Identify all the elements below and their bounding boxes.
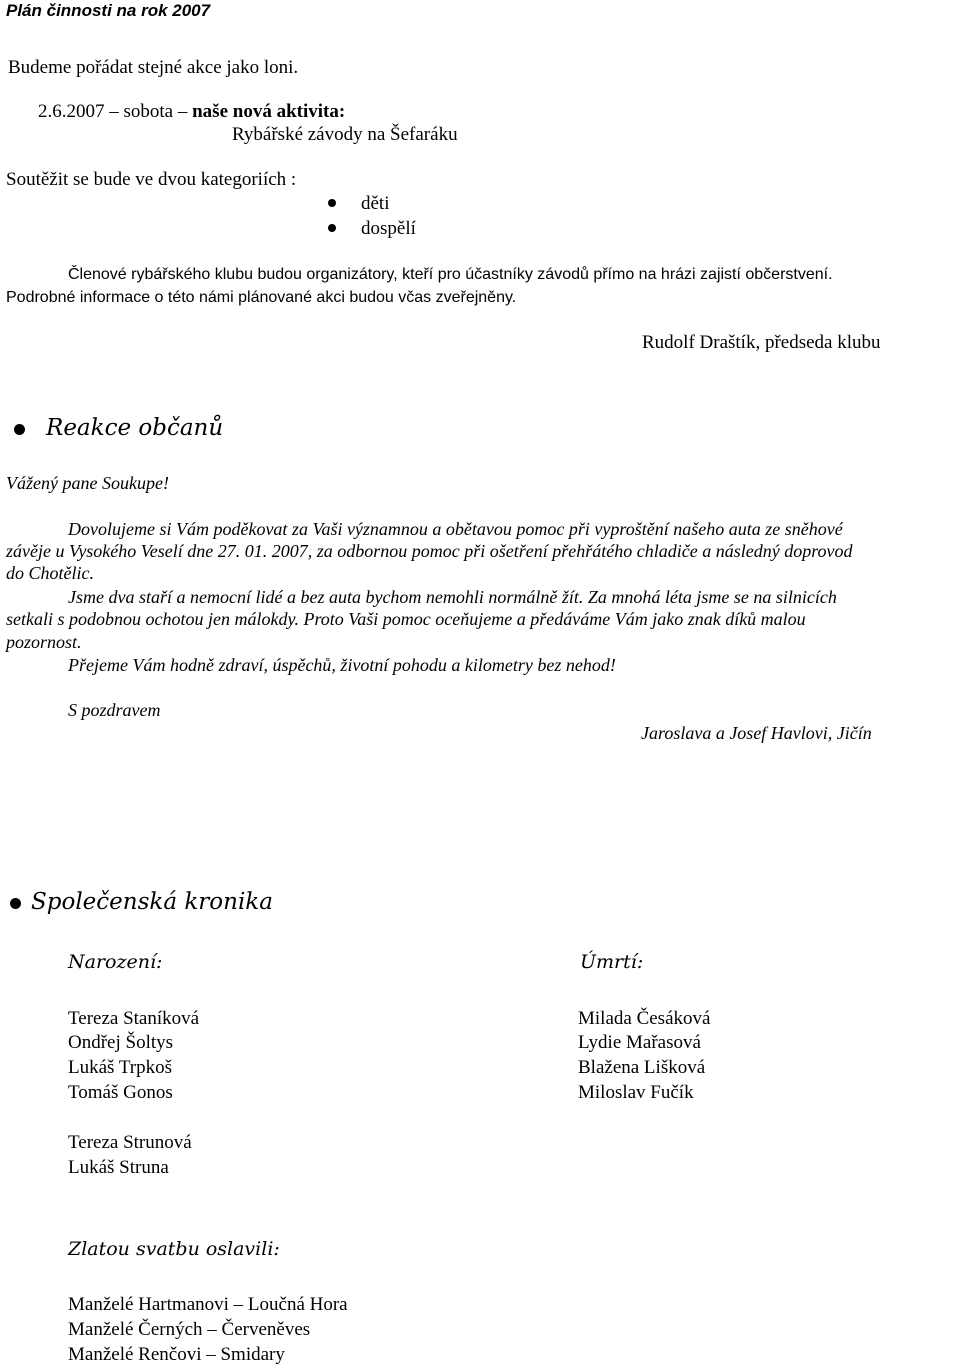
reakce-heading: Reakce občanů [46, 415, 224, 441]
plan-intro: Budeme pořádat stejné akce jako loni. [8, 57, 299, 78]
event-highlight: naše nová aktivita: [192, 101, 346, 122]
death-item: Blažena Lišková [578, 1057, 706, 1078]
wedding-item: Manželé Černých – Červeněves [68, 1319, 311, 1340]
letter-line: do Chotělic. [6, 563, 94, 583]
section-bullet-icon [10, 898, 21, 909]
birth-item: Tomáš Gonos [68, 1082, 173, 1103]
birth-item: Ondřej Šoltys [68, 1032, 174, 1053]
deaths-heading: Úmrtí: [580, 951, 644, 973]
bullet-icon [328, 199, 336, 207]
letter-closing: S pozdravem [68, 700, 161, 720]
bullet-icon [328, 224, 336, 232]
letter-line: Dovolujeme si Vám poděkovat za Vaši významnou a obětavou pomoc při vyproštění našeho auta ze sněhové [68, 519, 843, 539]
letter-line: Jsme dva staří a nemocní lidé a bez auta bychom nemohli normálně žít. Za mnohá léta jsme se na silnicích [68, 587, 837, 607]
death-item: Lydie Mařasová [578, 1032, 701, 1053]
info-line: Členové rybářského klubu budou organizátory, kteří pro účastníky závodů přímo na hrázi zajistí občerstvení. [68, 266, 833, 283]
death-item: Miloslav Fučík [578, 1082, 694, 1103]
letter-line: pozornost. [6, 632, 82, 652]
birth-item: Lukáš Trpkoš [68, 1057, 172, 1078]
event-date: 2.6.2007 – sobota – [38, 101, 193, 122]
plan-signature: Rudolf Draštík, předseda klubu [642, 332, 881, 353]
birth-item: Lukáš Struna [68, 1157, 169, 1178]
letter-line: setkali s podobnou ochotou jen málokdy. Proto Vaši pomoc oceňujeme a předáváme Vám jako znak díků malou [6, 609, 806, 629]
wedding-item: Manželé Renčovi – Smidary [68, 1344, 285, 1365]
birth-item: Tereza Strunová [68, 1132, 192, 1153]
wedding-heading: Zlatou svatbu oslavili: [68, 1238, 280, 1260]
birth-item: Tereza Staníková [68, 1008, 200, 1029]
event-name: Rybářské závody na Šefaráku [232, 124, 458, 145]
births-heading: Narození: [68, 951, 163, 973]
letter-line: Přejeme Vám hodně zdraví, úspěchů, životní pohodu a kilometry bez nehod! [68, 655, 616, 675]
salutation: Vážený pane Soukupe! [6, 473, 169, 493]
event-line [38, 101, 345, 123]
section-bullet-icon [14, 424, 25, 435]
categories-intro: Soutěžit se bude ve dvou kategoriích : [6, 169, 297, 190]
wedding-item: Manželé Hartmanovi – Loučná Hora [68, 1294, 348, 1315]
letter-line: závěje u Vysokého Veselí dne 27. 01. 2007, za odbornou pomoc při ošetření přehřátého chladiče a následný doprovod [6, 541, 853, 561]
info-line: Podrobné informace o této námi plánované akci budou včas zveřejněny. [6, 289, 517, 306]
plan-title: Plán činnosti na rok 2007 [6, 1, 211, 20]
category-item: děti [361, 193, 390, 214]
death-item: Milada Česáková [578, 1008, 711, 1029]
category-item: dospělí [361, 218, 416, 239]
letter-signature: Jaroslava a Josef Havlovi, Jičín [641, 723, 872, 743]
kronika-heading: Společenská kronika [31, 889, 273, 915]
